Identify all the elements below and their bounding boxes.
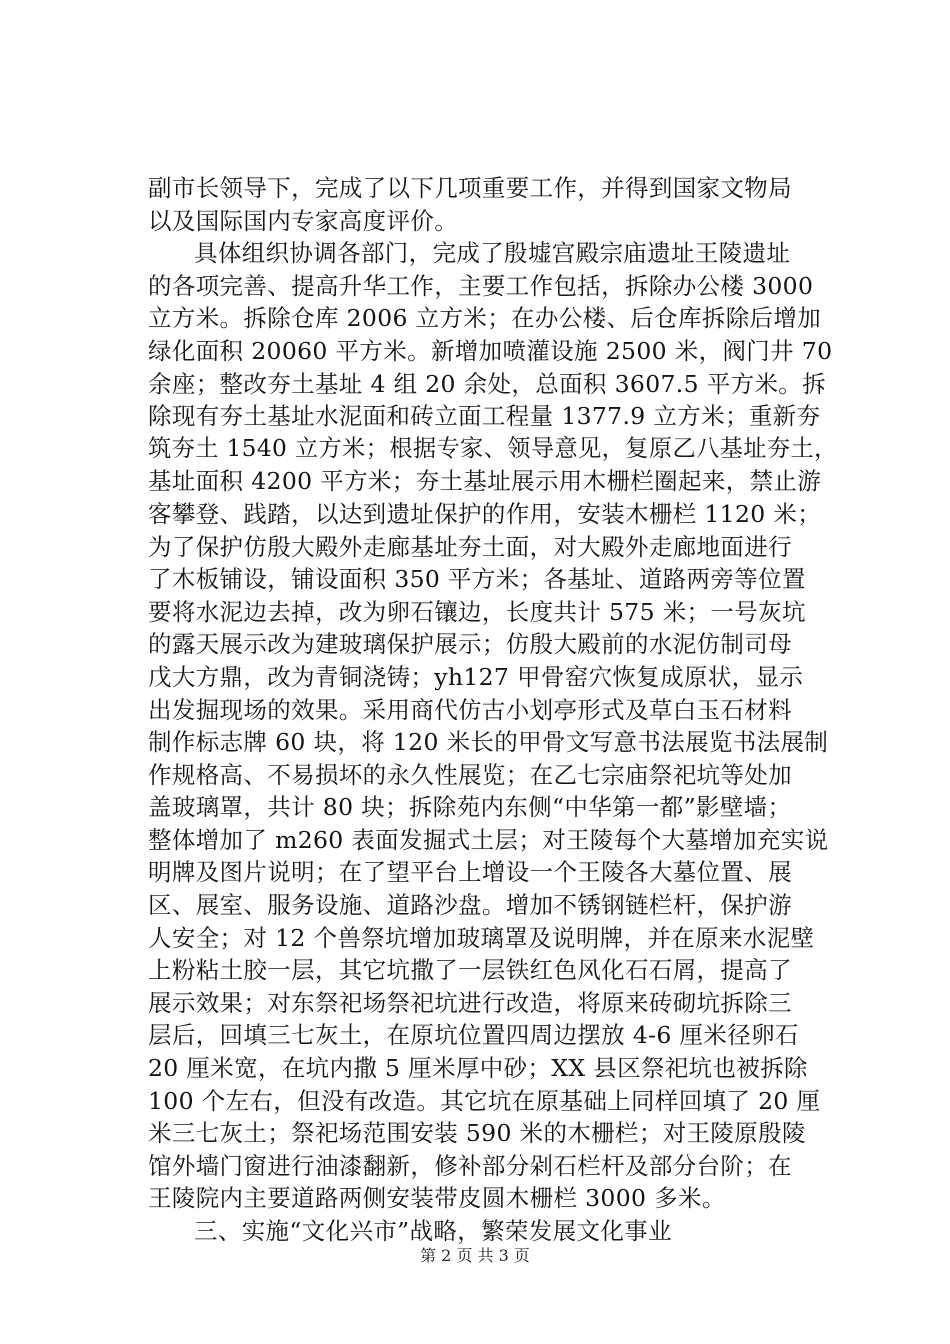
text-line: 展示效果；对东祭祀场祭祀坑进行改造，将原来砖砌坑拆除三 xyxy=(148,988,792,1017)
text-line: 戊大方鼎，改为青铜浇铸；yh127 甲骨窑穴恢复成原状，显示 xyxy=(148,662,804,691)
text-line: 副市长领导下，完成了以下几项重要工作，并得到国家文物局 xyxy=(148,174,792,202)
document-body xyxy=(148,172,838,1248)
text-line: 立方米。拆除仓库 2006 立方米；在办公楼、后仓库拆除后增加 xyxy=(148,304,822,333)
text-line: 人安全；对 12 个兽祭坑增加玻璃罩及说明牌，并在原来水泥壁 xyxy=(148,923,815,952)
text-line: 整体增加了 m260 表面发掘式土层；对王陵每个大墓增加充实说 xyxy=(148,825,829,854)
page-footer: 第 2 页 共 3 页 xyxy=(420,1246,530,1265)
text-line: 100 个左右，但没有改造。其它坑在原基础上同样回填了 20 厘 xyxy=(148,1086,821,1115)
text-line: 王陵院内主要道路两侧安装带皮圆木栅栏 3000 多米。 xyxy=(148,1184,726,1213)
text-line: 余座；整改夯土基址 4 组 20 余处，总面积 3607.5 平方米。拆 xyxy=(148,369,827,398)
text-line: 客攀登、践踏，以达到遗址保护的作用，安装木栅栏 1120 米； xyxy=(148,499,822,528)
text-line: 要将水泥边去掉，改为卵石镶边，长度共计 575 米；一号灰坑 xyxy=(148,597,806,626)
text-line: 的露天展示改为建玻璃保护展示；仿殷大殿前的水泥仿制司母 xyxy=(148,630,792,659)
text-line: 基址面积 4200 平方米；夯土基址展示用木栅栏圈起来，禁止游 xyxy=(148,467,822,496)
text-line: 明牌及图片说明；在了望平台上增设一个王陵各大墓位置、展 xyxy=(148,858,792,887)
text-line: 以及国际国内专家高度评价。 xyxy=(148,206,459,235)
text-line: 盖玻璃罩，共计 80 块；拆除苑内东侧“中华第一都”影壁墙； xyxy=(148,793,792,822)
text-line: 作规格高、不易损坏的永久性展览；在乙七宗庙祭祀坑等处加 xyxy=(148,760,792,789)
text-line: 的各项完善、提高升华工作，主要工作包括，拆除办公楼 3000 xyxy=(148,271,814,300)
text-line: 上粉粘土胶一层，其它坑撒了一层铁红色风化石石屑，提高了 xyxy=(148,956,792,985)
text-line: 区、展室、服务设施、道路沙盘。增加不锈钢链栏杆，保护游 xyxy=(148,891,792,920)
text-line: 20 厘米宽，在坑内撒 5 厘米厚中砂；XX 县区祭祀坑也被拆除 xyxy=(148,1054,808,1083)
text-line: 除现有夯土基址水泥面和砖立面工程量 1377.9 立方米；重新夯 xyxy=(148,402,821,431)
paragraph-first-line: 具体组织协调各部门，完成了殷墟宫殿宗庙遗址王陵遗址 xyxy=(194,239,791,268)
text-line: 了木板铺设，铺设面积 350 平方米；各基址、道路两旁等位置 xyxy=(148,565,806,594)
text-line: 制作标志牌 60 块，将 120 米长的甲骨文写意书法展览书法展制 xyxy=(148,728,829,757)
text-line: 为了保护仿殷大殿外走廊基址夯土面，对大殿外走廊地面进行 xyxy=(148,532,792,561)
text-line: 出发掘现场的效果。采用商代仿古小划亭形式及草白玉石材料 xyxy=(148,695,792,724)
text-line: 筑夯土 1540 立方米；根据专家、领导意见，复原乙八基址夯土， xyxy=(148,434,838,462)
text-line: 绿化面积 20060 平方米。新增加喷灌设施 2500 米，阀门井 70 xyxy=(148,336,833,365)
text-line: 层后，回填三七灰土，在原坑位置四周边摆放 4-6 厘米径卵石 xyxy=(148,1021,799,1050)
text-line: 米三七灰土；祭祀场范围安装 590 米的木栅栏；对王陵原殷陵 xyxy=(148,1119,806,1148)
text-line: 馆外墙门窗进行油漆翻新，修补部分剁石栏杆及部分台阶；在 xyxy=(148,1151,792,1180)
paragraph-first-line: 三、实施“文化兴市”战略，繁荣发展文化事业 xyxy=(194,1217,672,1245)
